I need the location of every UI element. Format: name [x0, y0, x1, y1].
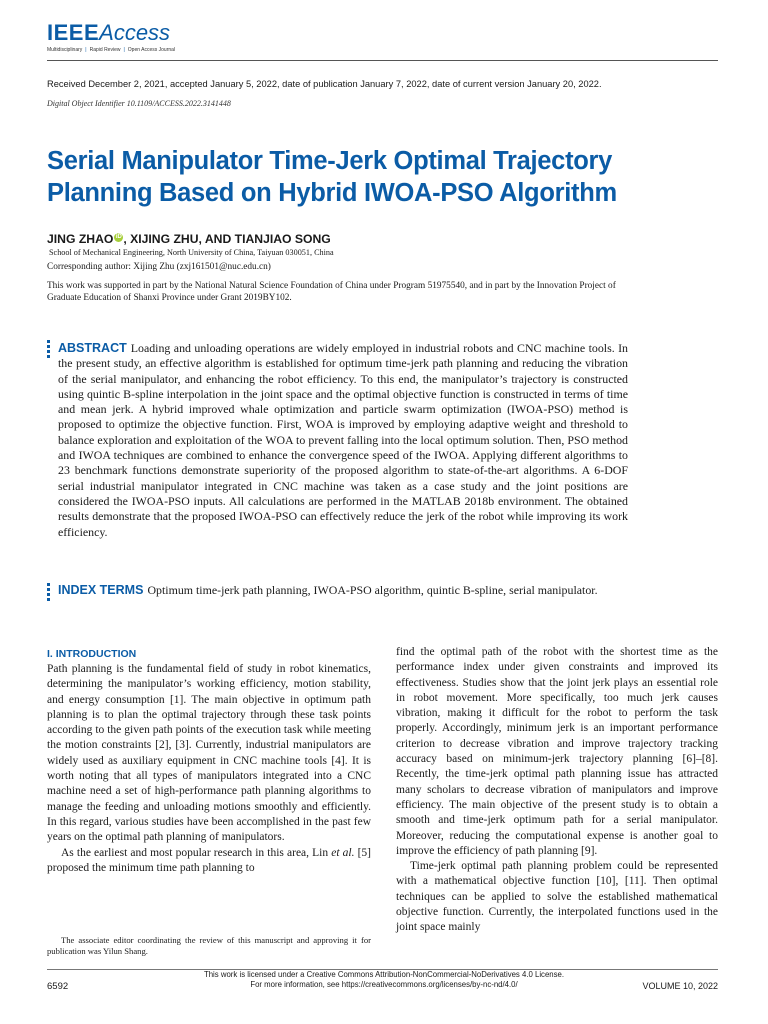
intro-paragraph-1: Path planning is the fundamental field of study in robot kinematics, determining the manipulator’s working efficiency, motion stability, and energy consumption [1]. The main objective in optimum path planning is to plan the optimal trajectory through these task points according to the given path points of the execution task while meeting the motion constraints [2], [3]. Currently, industrial manipulators are widely used as auxiliary equipment in CNC machine tools [4]. It is worth noting that all types of manipulators integrated into a CNC machine need a set of high-performance path planning algorithms to manage the feeding and unloading motions smoothly and efficiently. In this regard, various studies have been accomplished in the past few years on the optimal path planning of manipulators. — [47, 663, 371, 844]
abstract — [58, 341, 628, 540]
index-terms-text: Optimum time-jerk path planning, IWOA-PSO algorithm, quintic B-spline, serial manipulator. — [147, 583, 598, 597]
index-terms-label: INDEX TERMS — [58, 583, 144, 597]
editor-footnote: The associate editor coordinating the review of this manuscript and approving it for publication was Yilun Shang. — [47, 935, 371, 956]
intro-paragraph-2: As the earliest and most popular research in this area, Lin et al. [5] proposed the minimum time path planning to — [47, 846, 371, 874]
right-column — [396, 645, 718, 936]
page-number: 6592 — [47, 981, 69, 992]
journal-name: IEEEAccess — [47, 20, 171, 45]
author-list: JING ZHAO iD , XIJING ZHU, AND TIANJIAO SONG — [47, 232, 331, 246]
corresponding-author: Corresponding author: Xijing Zhu (zxj161501@nuc.edu.cn) — [47, 262, 271, 272]
license-link[interactable]: For more information, see https://creativecommons.org/licenses/by-nc-nd/4.0/ — [250, 980, 518, 989]
volume-label: VOLUME 10, 2022 — [642, 981, 718, 991]
affiliation: School of Mechanical Engineering, North University of China, Taiyuan 030051, China — [49, 248, 334, 257]
journal-logo — [47, 22, 175, 53]
index-terms — [58, 583, 628, 598]
orcid-icon[interactable]: iD — [115, 234, 122, 240]
header-rule — [47, 60, 718, 61]
received-dates: Received December 2, 2021, accepted January 5, 2022, date of publication January 7, 2022, date of current version January 20, 2022. — [47, 79, 602, 89]
paper-title: Serial Manipulator Time-Jerk Optimal Trajectory Planning Based on Hybrid IWOA-PSO Algorithm — [47, 147, 617, 207]
index-marker-icon — [47, 583, 50, 601]
abstract-text: Loading and unloading operations are widely employed in industrial robots and CNC machine tools. In the present study, an effective algorithm is established for optimum time-jerk path planning and reducing the vibration of the serial manipulator, and enhancing the robot efficiency. To this end, the manipulator’s trajectory is constructed using quintic B-spline interpolation in the joint space and the optimal objective function is constructed in terms of time and mean jerk. A hybrid improved whale optimization and particle swarm optimization (IWOA-PSO) method is proposed to optimize the objective function. First, WOA is improved by employing adaptive weight and threshold to balance exploration and exploitation of the WOA to prevent falling into the local optimum solution. Then, PSO method and IWOA techniques are combined to enhance the convergence speed of the IWOA. Applying different algorithms to 23 benchmark functions demonstrate superiority of the proposed algorithm to state-of-the-art algorithms. A 6-DOF serial industrial manipulator integrated in CNC machine was taken as a case study and the joint positions are considered the IWOA-PSO inputs. All calculations are performed in the MATLAB 2018b environment. The obtained results demonstrate that the proposed IWOA-PSO can effectively reduce the jerk of the robot while improving its work efficiency. — [58, 341, 628, 539]
doi-line[interactable]: Digital Object Identifier 10.1109/ACCESS.2022.3141448 — [47, 99, 231, 108]
left-column — [47, 645, 371, 876]
intro-paragraph-3: find the optimal path of the robot with the shortest time as the performance index under given constraints and improved its effectiveness. Studies show that the joint jerk plays an essential role in robot movement. More specifically, too much jerk causes vibration, making it difficult for the robot to perform the task properly. Accordingly, minimum jerk is an important performance criterion to decrease vibration and improve trajectory tracking accuracy based on minimum-jerk trajectory planning [6]–[8]. Recently, the time-jerk optimal path planning issue has attracted many scholars to decrease vibration of manipulators and improve efficiency. The main objective of the present study is to obtain a smooth and time-jerk optimum path for a serial manipulator. Moreover, reducing the computational expense is another goal to improve the efficiency of path planning [9]. — [396, 646, 718, 857]
section-heading: I. INTRODUCTION — [47, 648, 137, 660]
journal-tagline: Multidisciplinary | Rapid Review | Open Access Journal — [47, 47, 176, 53]
abstract-marker-icon — [47, 340, 50, 358]
abstract-label: ABSTRACT — [58, 341, 127, 355]
intro-paragraph-4: Time-jerk optimal path planning problem could be represented with a mathematical objective function [10], [11]. Then optimal techniques can be applied to solve the established mathematical objective function. Currently, the interpolated functions used in the joint space mainly — [396, 860, 718, 934]
funding-note: This work was supported in part by the National Natural Science Foundation of China under Program 51975540, and in part by the Innovation Project of Graduate Education of Shanxi Province under Grant 2019BY102. — [47, 281, 616, 303]
license-notice: This work is licensed under a Creative Commons Attribution-NonCommercial-NoDerivatives 4.0 License. For more information, see https://creativecommons.org/licenses/by-nc-nd/4.0/ — [0, 970, 768, 990]
